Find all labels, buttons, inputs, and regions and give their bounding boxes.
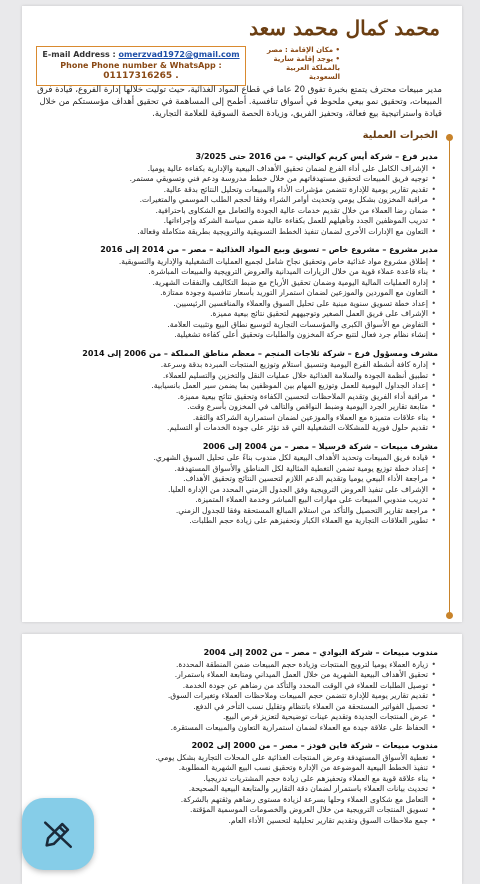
job-duty-item: • مراقبة المخزون بشكل يومي وتحديث أوامر الشراء وفقا لحجم الطلب الموسمي والمتغيرات. xyxy=(36,195,428,206)
job-title: مندوب مبيعات – شركة البوادي – مصر – من 2002 إلى 2004 xyxy=(203,648,438,657)
timeline-dot xyxy=(446,134,453,141)
email-label: E-mail Address : xyxy=(42,50,116,59)
job-duty-item: • تقديم حلول فورية للمشكلات التشغيلية التي قد تؤثر على جودة الخدمات أو التسليم. xyxy=(36,423,428,434)
edit-fab-button[interactable] xyxy=(22,798,94,870)
job-duty-item: • إدارة العمليات المالية اليومية وضمان تحقيق الأرباح مع ضبط التكاليف والنفقات الشهرية. xyxy=(36,278,428,289)
job-duty-item: • الإشراف على فريق العمل الصغير وتوجيههم لتحقيق نتائج بيعية مميزة. xyxy=(36,309,428,320)
job-duties-list xyxy=(36,360,438,434)
job-duty-item: • مراجعة الأداء البيعي يوميا وتقديم الدعم اللازم لتحسين النتائج وتحقيق الأهداف. xyxy=(36,474,428,485)
job-duty-item: • تدريب الموظفين الجدد وتأهيلهم للعمل بكفاءة عالية ضمن سياسة الشركة وإجراءاتها. xyxy=(36,216,428,227)
job-duty-item: • إدارة كافة أنشطة الفرع اليومية وتنسيق استلام وتوزيع المنتجات المبردة بدقة وسرعة. xyxy=(36,360,428,371)
location-line: • يوجد إقامة سارية xyxy=(273,55,340,63)
job-duty-item: • مراجعة تقارير التحصيل والتأكد من استلام المبالغ المستحقة وفقا للجدول الزمني. xyxy=(36,506,428,517)
job-duty-item: • تحقيق الأهداف البيعية الشهرية من خلال العمل الميداني ومتابعة العملاء باستمرار. xyxy=(36,670,428,681)
location-line: السعودية xyxy=(309,73,340,81)
experience-heading: الخبرات العملية xyxy=(362,130,438,141)
location-block xyxy=(250,46,340,82)
job-duty-item: • توجيه فريق المبيعات لتحقيق مستهدفاتهم من خلال خطط مدروسة ودعم فني وتسويقي مستمر. xyxy=(36,174,428,185)
job-duty-item: • إطلاق مشروع مواد غذائية خاص وتحقيق نجاح شامل لجميع العمليات التشغيلية والإدارية والتسويقية. xyxy=(36,257,428,268)
job-duties-list xyxy=(36,660,438,734)
phone-label: Phone Phone number & WhatsApp : xyxy=(60,61,222,70)
job-duty-item: • زيارة العملاء يوميا لترويج المنتجات وزيادة حجم المبيعات ضمن المنطقة المحددة. xyxy=(36,660,428,671)
location-line: بالمملكة العربية xyxy=(286,64,340,72)
job-title: مشرف مبيعات – شركة قرسيلا – مصر – من 2004 إلى 2006 xyxy=(202,441,438,451)
job-duty-item: • جمع ملاحظات السوق وتقديم تقارير تحليلية لتحسين الأداء العام. xyxy=(36,816,428,827)
experience-list xyxy=(36,648,438,834)
job-duties-list xyxy=(36,453,438,527)
job-duties-list xyxy=(36,164,438,238)
cv-page-1 xyxy=(22,6,462,622)
job-duties-list xyxy=(36,753,438,827)
job-entry xyxy=(36,741,438,826)
contact-box xyxy=(36,46,246,86)
edit-pen-icon xyxy=(41,817,75,851)
job-duty-item: • مراقبة أداء الفريق وتقديم الملاحظات لتحسين الكفاءة وتحقيق نتائج بيعية مميزة. xyxy=(36,392,428,403)
location-line: • مكان الإقامة : مصر xyxy=(266,46,340,54)
job-duty-item: • إعداد خطة توزيع يومية تضمن التغطية المثالية لكل المناطق والأسواق المستهدفة. xyxy=(36,464,428,475)
job-duty-item: • إعداد خطة تسويق سنوية مبنية على تحليل السوق والعملاء والمنافسين الرئيسيين. xyxy=(36,299,428,310)
job-title: مشرف ومسؤول فرع – شركة ثلاجات المنجم – معظم مناطق المملكة – من 2006 إلى 2014 xyxy=(82,348,438,358)
job-duty-item: • الإشراف على تنفيذ العروض الترويجية وفق الجدول الزمني المحدد من الإدارة العليا. xyxy=(36,485,428,496)
person-name: محمد كمال محمد سعد xyxy=(249,16,440,40)
job-duty-item: • بناء علاقات متميزة مع العملاء والموزعين لضمان استمرارية الشراكة والثقة. xyxy=(36,413,428,424)
job-duty-item: • عرض المنتجات الجديدة وتقديم عينات توضيحية لتعزيز فرص البيع. xyxy=(36,712,428,723)
job-duty-item: • بناء علاقة قوية مع العملاء وتحفيزهم على زيادة حجم المشتريات تدريجيا. xyxy=(36,774,428,785)
job-duty-item: • تحصيل الفواتير المستحقة من العملاء بانتظام وتقليل نسب التأخر في الدفع. xyxy=(36,702,428,713)
job-entry xyxy=(36,442,438,527)
job-duty-item: • تقديم تقارير يومية للإدارة تتضمن مؤشرات الأداء والمبيعات وتحليل النتائج بدقة عالية. xyxy=(36,185,428,196)
job-title: مدير مشروع – مشروع خاص – تسويق وبيع المواد الغذائية – مصر – من 2014 إلى 2016 xyxy=(100,245,438,254)
job-duty-item: • متابعة تقارير الجرد اليومية وضبط النواقص والتالف في المخزون بأسرع وقت. xyxy=(36,402,428,413)
job-title: مندوب مبيعات – شركة فاين فودز – مصر – من 2000 إلى 2002 xyxy=(191,741,438,750)
email-link[interactable]: omerzvad1972@gmail.com xyxy=(118,50,240,59)
job-entry xyxy=(36,349,438,434)
job-duty-item: • تقديم تقارير يومية للإدارة تتضمن حجم المبيعات وملاحظات العملاء وتغيرات السوق. xyxy=(36,691,428,702)
job-duty-item: • إنشاء نظام جرد فعال لتتبع حركة المخزون والطلبات وتحقيق أعلى كفاءة تشغيلية. xyxy=(36,330,428,341)
timeline-dot xyxy=(446,612,453,619)
job-duty-item: • توصيل الطلبات للعملاء في الوقت المحدد والتأكد من رضاهم عن جودة الخدمة. xyxy=(36,681,428,692)
job-duty-item: • تطبيق أنظمة الجودة والسلامة الغذائية خلال عمليات النقل والتخزين والتسليم للعملاء. xyxy=(36,371,428,382)
job-duty-item: • التعاون مع الموردين والموزعين لضمان استمرار التوريد بأسعار تنافسية وجودة ممتازة. xyxy=(36,288,428,299)
job-duty-item: • تنفيذ الخطط البيعية الموضوعة من الإدارة وتحقيق نسب البيع الشهرية المطلوبة. xyxy=(36,763,428,774)
job-entry xyxy=(36,152,438,237)
email-line xyxy=(37,49,245,60)
job-duty-item: • قيادة فريق المبيعات وتحديد الأهداف البيعية لكل مندوب بناءً على تحليل السوق الشهري. xyxy=(36,453,428,464)
experience-list xyxy=(36,152,438,535)
timeline-line xyxy=(449,134,450,616)
job-duty-item: • التفاوض مع الأسواق الكبرى والمؤسسات التجارية لتوسيع نطاق البيع وتثبيت العلامة. xyxy=(36,320,428,331)
job-duty-item: • التعامل مع شكاوى العملاء وحلها بسرعة لزيادة مستوى رضاهم وثقتهم بالشركة. xyxy=(36,795,428,806)
job-duty-item: • التعاون مع الإدارات الأخرى لضمان تنفيذ الخطط التسويقية والترويجية بطريقة متكاملة وفعالة. xyxy=(36,227,428,238)
job-duty-item: • الحفاظ على علاقة جيدة مع العملاء لضمان استمرارية التعاون والمبيعات المستقرة. xyxy=(36,723,428,734)
professional-summary: مدير مبيعات محترف يتمتع بخبرة تفوق 20 عاما في قطاع المواد الغذائية، حيث توليت خلالها إدارة الفروع، قيادة فرق المبيعات، وتحقيق نمو بيعي ملحوظ في أسواق تنافسية. أطمح إلى المساهمة في تحقيق أهداف مؤسستكم من خلال قيادة واستراتيجية بيع فعالة، وتحفيز الفريق، وزيادة الحصة السوقية للعلامة التجارية. xyxy=(37,85,442,119)
job-duty-item: • الإشراف الكامل على أداء الفرع لضمان تحقيق الأهداف البيعية والإدارية بكفاءة عالية يوميا. xyxy=(36,164,428,175)
job-duties-list xyxy=(36,257,438,341)
job-duty-item: • تسويق المنتجات الترويجية من خلال العروض والخصومات الموسمية المؤقتة. xyxy=(36,805,428,816)
job-duty-item: • إعداد الجداول اليومية للعمل وتوزيع المهام بين الموظفين بما يضمن سير العمل بانسيابية. xyxy=(36,381,428,392)
job-title: مدير فرع – شركة أيس كريم كواليتي – من 2016 حتى 3/2025 xyxy=(195,152,438,161)
job-entry xyxy=(36,648,438,733)
job-duty-item: • ضمان رضا العملاء من خلال تقديم خدمات عالية الجودة والتعامل مع الشكاوى باحترافية. xyxy=(36,206,428,217)
job-duty-item: • تغطية الأسواق المستهدفة وعرض المنتجات الغذائية على المحلات التجارية بشكل يومي. xyxy=(36,753,428,764)
phone-number: 01117316265 . xyxy=(103,71,179,81)
job-entry xyxy=(36,245,438,341)
job-duty-item: • تطوير العلاقات التجارية مع العملاء الكبار وتحفيزهم على زيادة حجم الطلبات. xyxy=(36,516,428,527)
job-duty-item: • تحديث بيانات العملاء باستمرار لضمان دقة التقارير والمتابعة البيعية الصحيحة. xyxy=(36,784,428,795)
job-duty-item: • بناء قاعدة عملاء قوية من خلال الزيارات الميدانية والعروض الترويجية والمبيعات المباشرة. xyxy=(36,267,428,278)
job-duty-item: • تدريب مندوبي المبيعات على مهارات البيع المباشر وخدمة العملاء المتميزة. xyxy=(36,495,428,506)
